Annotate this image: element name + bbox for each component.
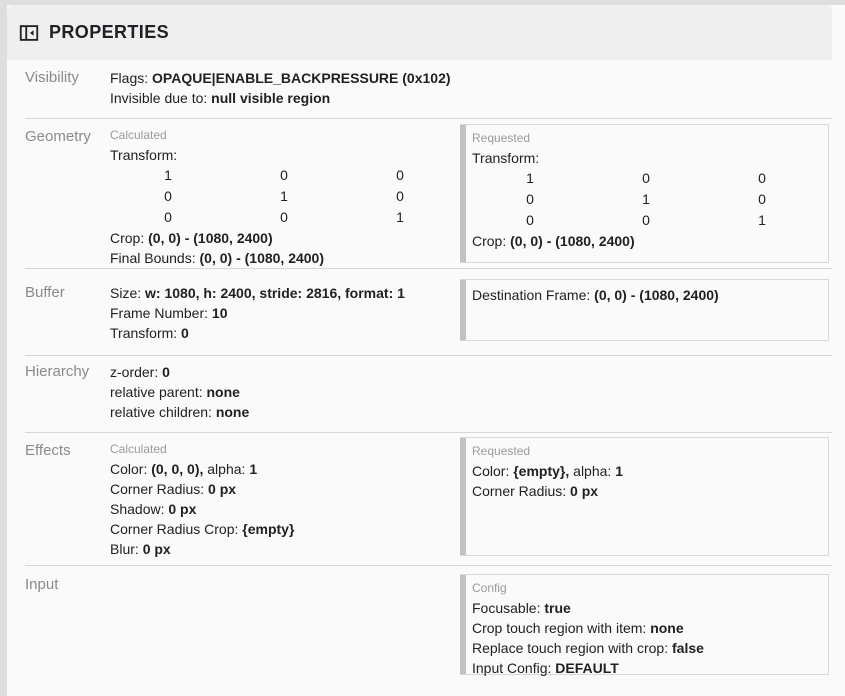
matrix-cell: 0 [758,170,766,186]
property-line: Frame Number: 10 [110,305,228,321]
property-line: Transform: 0 [110,325,189,341]
property-line: Focusable: true [472,600,571,616]
property-line: Blur: 0 px [110,541,171,557]
visibility-properties [110,68,832,108]
group-tag-calculated: Calculated [110,128,167,142]
panel-collapse-left-icon[interactable] [18,22,40,44]
panel-title: PROPERTIES [49,22,170,42]
matrix-cell: 0 [164,209,172,225]
section-buffer [7,269,832,355]
group-tag-requested: Requested [472,131,531,145]
matrix-cell: 1 [396,209,404,225]
property-line: Final Bounds: (0, 0) - (1080, 2400) [110,250,325,266]
geometry-calculated [110,127,460,268]
matrix-cell: 0 [280,209,288,225]
property-line: Size: w: 1080, h: 2400, stride: 2816, format: 1 [110,285,405,301]
matrix-cell: 0 [526,191,534,207]
matrix-cell: 0 [758,191,766,207]
property-line: Transform: [472,150,540,166]
section-label-visibility: Visibility [25,69,79,86]
section-input [7,566,832,696]
property-line: Corner Radius: 0 px [110,481,237,497]
matrix-cell: 0 [526,212,534,228]
buffer-destination-frame-box [460,279,829,341]
geometry-requested-transform-matrix [472,168,820,231]
property-line: Crop touch region with item: none [472,620,684,636]
input-config-properties [472,598,820,678]
properties-panel [7,5,832,696]
property-line: Corner Radius Crop: {empty} [110,521,295,537]
section-visibility [7,60,832,118]
effects-requested-column [460,441,832,556]
geometry-requested-column [460,127,832,263]
buffer-properties [110,283,460,343]
matrix-cell: 1 [280,188,288,204]
section-label-hierarchy: Hierarchy [25,363,90,380]
property-line: Replace touch region with crop: false [472,640,704,656]
properties-header [7,5,832,60]
geometry-calculated-crop [110,228,460,268]
matrix-cell: 1 [526,170,534,186]
geometry-requested-transform-label [472,148,820,168]
property-line: Input Config: DEFAULT [472,660,619,676]
group-tag-config: Config [472,581,507,595]
hierarchy-properties [110,362,832,422]
section-label-geometry: Geometry [25,128,91,145]
property-line: Corner Radius: 0 px [472,483,599,499]
property-line: Flags: OPAQUE|ENABLE_BACKPRESSURE (0x102) [110,70,451,86]
property-line: relative children: none [110,404,250,420]
property-line: Transform: [110,147,178,163]
input-config-box [460,574,829,675]
property-line: Crop: (0, 0) - (1080, 2400) [110,230,273,246]
matrix-cell: 0 [396,167,404,183]
geometry-calculated-transform-matrix [110,165,458,228]
buffer-right-column [460,283,832,341]
property-line: z-order: 0 [110,364,170,380]
matrix-cell: 0 [642,212,650,228]
geometry-requested-box [460,124,829,263]
section-geometry [7,119,832,268]
effects-requested-properties [472,461,820,501]
matrix-cell: 1 [642,191,650,207]
section-hierarchy [7,356,832,432]
effects-requested-box [460,437,829,556]
property-line: Invisible due to: null visible region [110,90,331,106]
section-label-buffer: Buffer [25,284,65,301]
effects-calculated-properties [110,459,460,559]
section-effects [7,433,832,565]
property-line: Shadow: 0 px [110,501,197,517]
group-tag-calculated: Calculated [110,442,167,456]
matrix-cell: 0 [396,188,404,204]
geometry-calculated-transform-label [110,145,460,165]
property-line: Crop: (0, 0) - (1080, 2400) [472,233,635,249]
section-label-input: Input [25,576,59,593]
input-config-column [460,575,832,675]
section-label-effects: Effects [25,442,71,459]
matrix-cell: 1 [758,212,766,228]
property-line: Color: (0, 0, 0), alpha: 1 [110,461,258,477]
property-line: Destination Frame: (0, 0) - (1080, 2400) [472,287,719,303]
group-tag-requested: Requested [472,444,531,458]
effects-calculated [110,441,460,559]
property-line: Color: {empty}, alpha: 1 [472,463,623,479]
outer-edge-left [0,0,7,696]
matrix-cell: 0 [280,167,288,183]
matrix-cell: 0 [164,188,172,204]
matrix-cell: 0 [642,170,650,186]
matrix-cell: 1 [164,167,172,183]
property-line: relative parent: none [110,384,240,400]
geometry-requested-crop [472,231,820,251]
